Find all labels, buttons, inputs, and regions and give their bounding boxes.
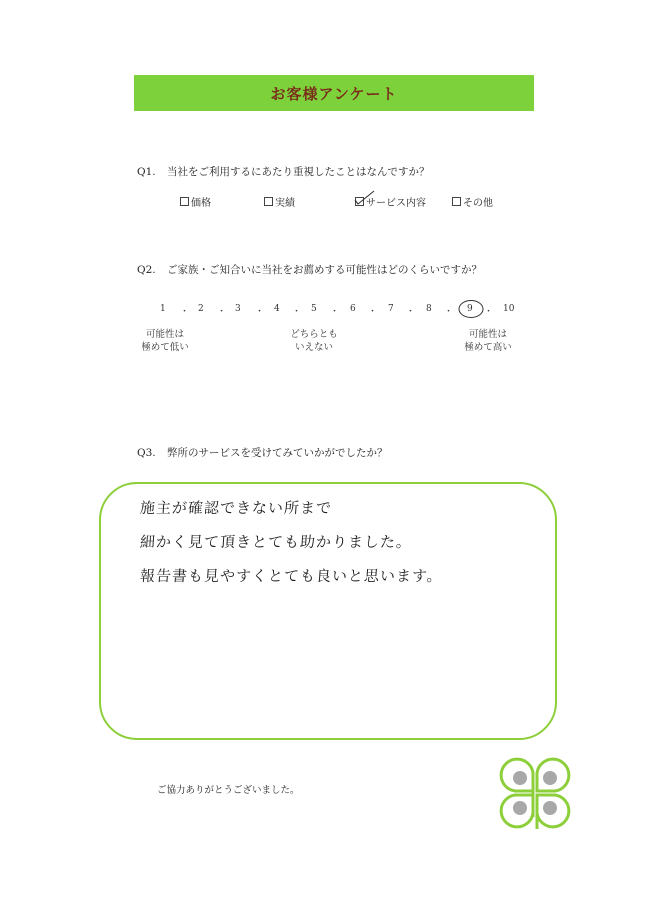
scale-separator: ・ [255,307,265,317]
scale-separator: ・ [406,307,416,317]
checkbox-price[interactable] [180,197,189,206]
option-price-label: 価格 [191,198,211,209]
scale-mid-label: どちらとも いえない [290,329,338,353]
scale-separator: ・ [484,307,494,317]
page-title: お客様アンケート [270,84,398,103]
scale-separator: ・ [292,307,302,317]
checkbox-results[interactable] [264,197,273,206]
checkbox-service[interactable] [355,197,364,206]
title-banner [134,75,534,111]
scale-option-7[interactable]: 7 [388,304,394,314]
handwritten-answer-line: 細かく見て頂きとても助かりました。 [139,533,413,551]
check-icon [354,190,376,206]
scale-option-9[interactable]: 9 [467,304,473,314]
question-1-number: Q1. [137,166,156,178]
option-other[interactable] [452,194,493,209]
handwritten-answer-line: 報告書も見やすくとても良いと思います。 [139,567,444,585]
option-results[interactable] [264,194,295,209]
scale-low-label: 可能性は 極めて低い [141,329,189,353]
scale-high-label: 可能性は 極めて高い [464,329,512,353]
scale-separator: ・ [444,307,454,317]
question-1 [137,164,437,179]
scale-option-10[interactable]: 10 [503,304,515,314]
scale-option-8[interactable]: 8 [426,304,432,314]
handwritten-answer-line: 施主が確認できない所まで [139,499,333,517]
option-results-label: 実績 [275,198,295,209]
scale-separator: ・ [217,307,227,317]
question-1-text: 当社をご利用するにあたり重視したことはなんですか？ [166,166,430,178]
company-logo [497,755,573,831]
question-2 [137,262,490,277]
scale-option-1[interactable]: 1 [160,304,166,314]
option-other-label: その他 [463,198,493,209]
scale-option-3[interactable]: 3 [235,304,241,314]
option-price[interactable] [180,194,211,209]
question-3-text: 弊所のサービスを受けてみていかがでしたか？ [166,447,388,459]
scale-separator: ・ [368,307,378,317]
scale-separator: ・ [180,307,190,317]
option-service-label: サービス内容 [366,198,426,209]
scale-option-4[interactable]: 4 [274,304,280,314]
option-service[interactable] [355,194,426,209]
answer-box[interactable] [99,482,557,740]
question-3 [137,445,395,460]
selected-circle-icon [457,298,485,320]
question-2-number: Q2. [137,264,156,276]
scale-option-2[interactable]: 2 [198,304,204,314]
scale-separator: ・ [330,307,340,317]
checkbox-other[interactable] [452,197,461,206]
question-2-text: ご家族・ご知合いに当社をお薦めする可能性はどのくらいですか？ [166,264,482,276]
scale-option-5[interactable]: 5 [311,304,317,314]
scale-option-6[interactable]: 6 [350,304,356,314]
thanks-message: ご協力ありがとうございました。 [157,785,300,796]
question-3-number: Q3. [137,447,156,459]
